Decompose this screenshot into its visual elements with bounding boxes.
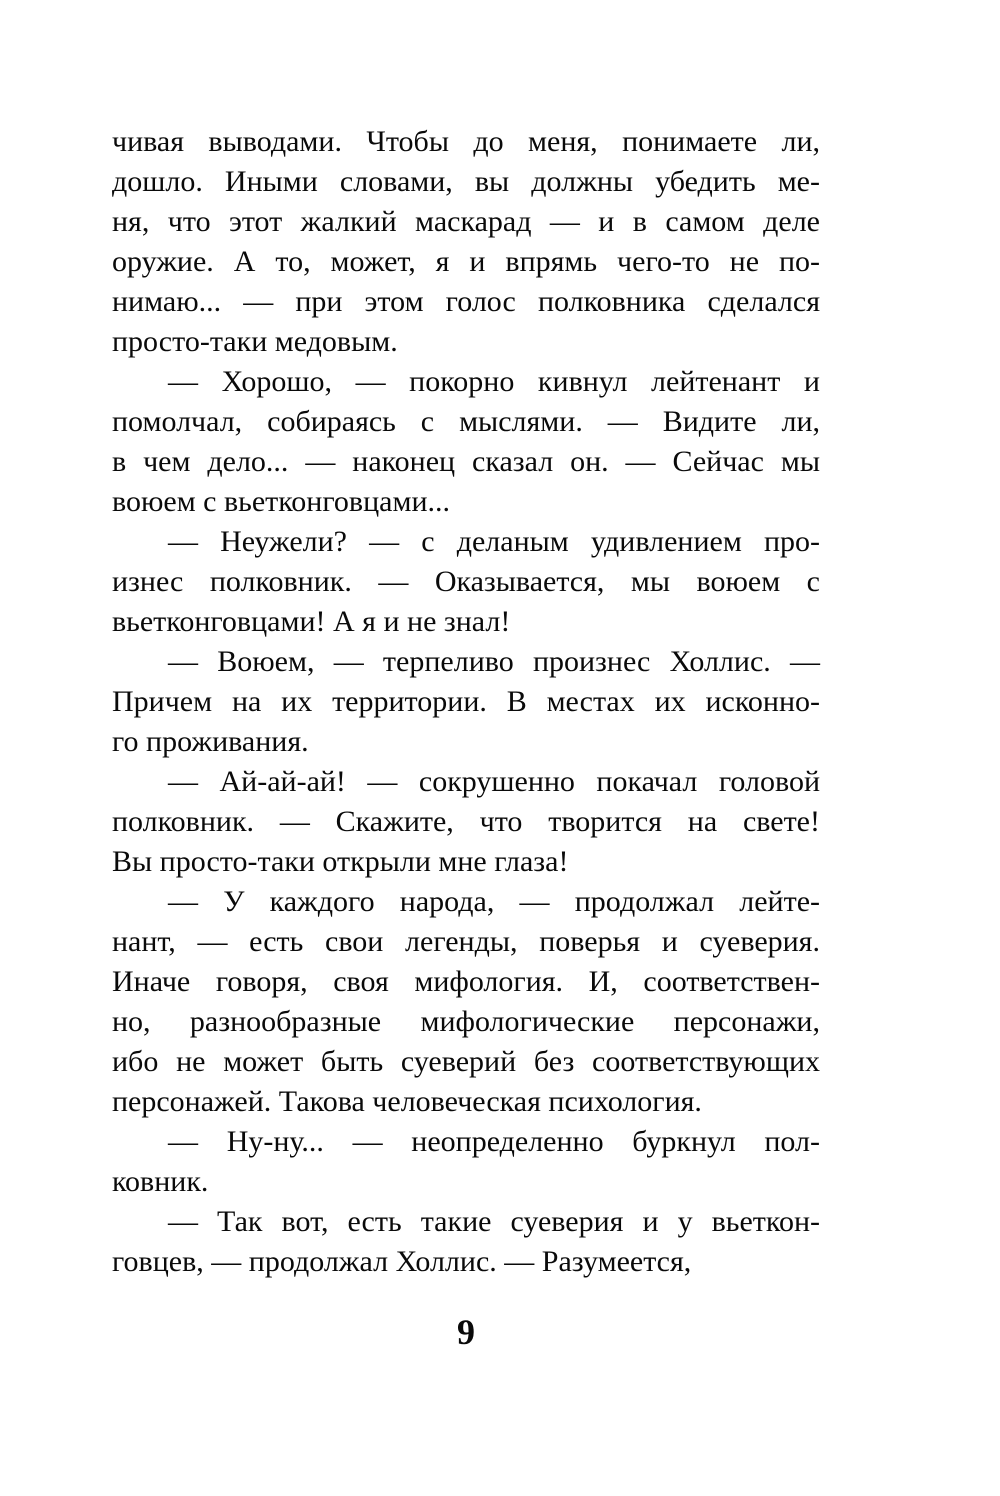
- text-line: го проживания.: [112, 725, 309, 758]
- text-line: ибо не может быть суеверий без соответствующих: [112, 1045, 820, 1078]
- paragraph: [112, 762, 820, 882]
- text-line: чивая выводами. Чтобы до меня, понимаете ли,: [112, 125, 820, 158]
- text-line: но, разнообразные мифологические персонажи,: [112, 1005, 820, 1038]
- text-line: говцев, — продолжал Холлис. — Разумеется,: [112, 1245, 692, 1278]
- text-line: Вы просто-таки открыли мне глаза!: [112, 845, 569, 878]
- text-block: [112, 122, 820, 1282]
- text-line: — Хорошо, — покорно кивнул лейтенант и: [168, 365, 820, 398]
- text-line: Иначе говоря, своя мифология. И, соответствен-: [112, 965, 820, 998]
- text-line: воюем с вьетконговцами...: [112, 485, 450, 518]
- text-line: Причем на их территории. В местах их исконно-: [112, 685, 820, 718]
- text-line: полковник. — Скажите, что творится на свете!: [112, 805, 820, 838]
- text-line: вьетконговцами! А я и не знал!: [112, 605, 511, 638]
- page-number: 9: [457, 1312, 475, 1352]
- text-line: — Ай-ай-ай! — сокрушенно покачал головой: [168, 765, 820, 798]
- text-line: ковник.: [112, 1165, 209, 1198]
- text-line: — Неужели? — с деланым удивлением про-: [168, 525, 820, 558]
- text-line: персонажей. Такова человеческая психология.: [112, 1085, 702, 1118]
- paragraph: [112, 122, 820, 362]
- paragraph: [112, 1122, 820, 1202]
- text-line: просто-таки медовым.: [112, 325, 398, 358]
- text-line: оружие. А то, может, я и впрямь чего-то не по-: [112, 245, 820, 278]
- text-line: помолчал, собираясь с мыслями. — Видите ли,: [112, 405, 820, 438]
- text-line: нимаю... — при этом голос полковника сделался: [112, 285, 820, 318]
- paragraph: [112, 522, 820, 642]
- text-line: нант, — есть свои легенды, поверья и суеверия.: [112, 925, 820, 958]
- text-line: ня, что этот жалкий маскарад — и в самом деле: [112, 205, 820, 238]
- text-line: — Так вот, есть такие суеверия и у вьеткон-: [168, 1205, 820, 1238]
- text-line: в чем дело... — наконец сказал он. — Сейчас мы: [112, 445, 820, 478]
- text-line: — У каждого народа, — продолжал лейте-: [168, 885, 820, 918]
- text-line: изнес полковник. — Оказывается, мы воюем с: [112, 565, 820, 598]
- text-line: — Ну-ну... — неопределенно буркнул пол-: [168, 1125, 820, 1158]
- paragraph: [112, 362, 820, 522]
- paragraph: [112, 642, 820, 762]
- text-line: — Воюем, — терпеливо произнес Холлис. —: [168, 645, 820, 678]
- text-line: дошло. Иными словами, вы должны убедить ме-: [112, 165, 820, 198]
- paragraph: [112, 1202, 820, 1282]
- paragraph: [112, 882, 820, 1122]
